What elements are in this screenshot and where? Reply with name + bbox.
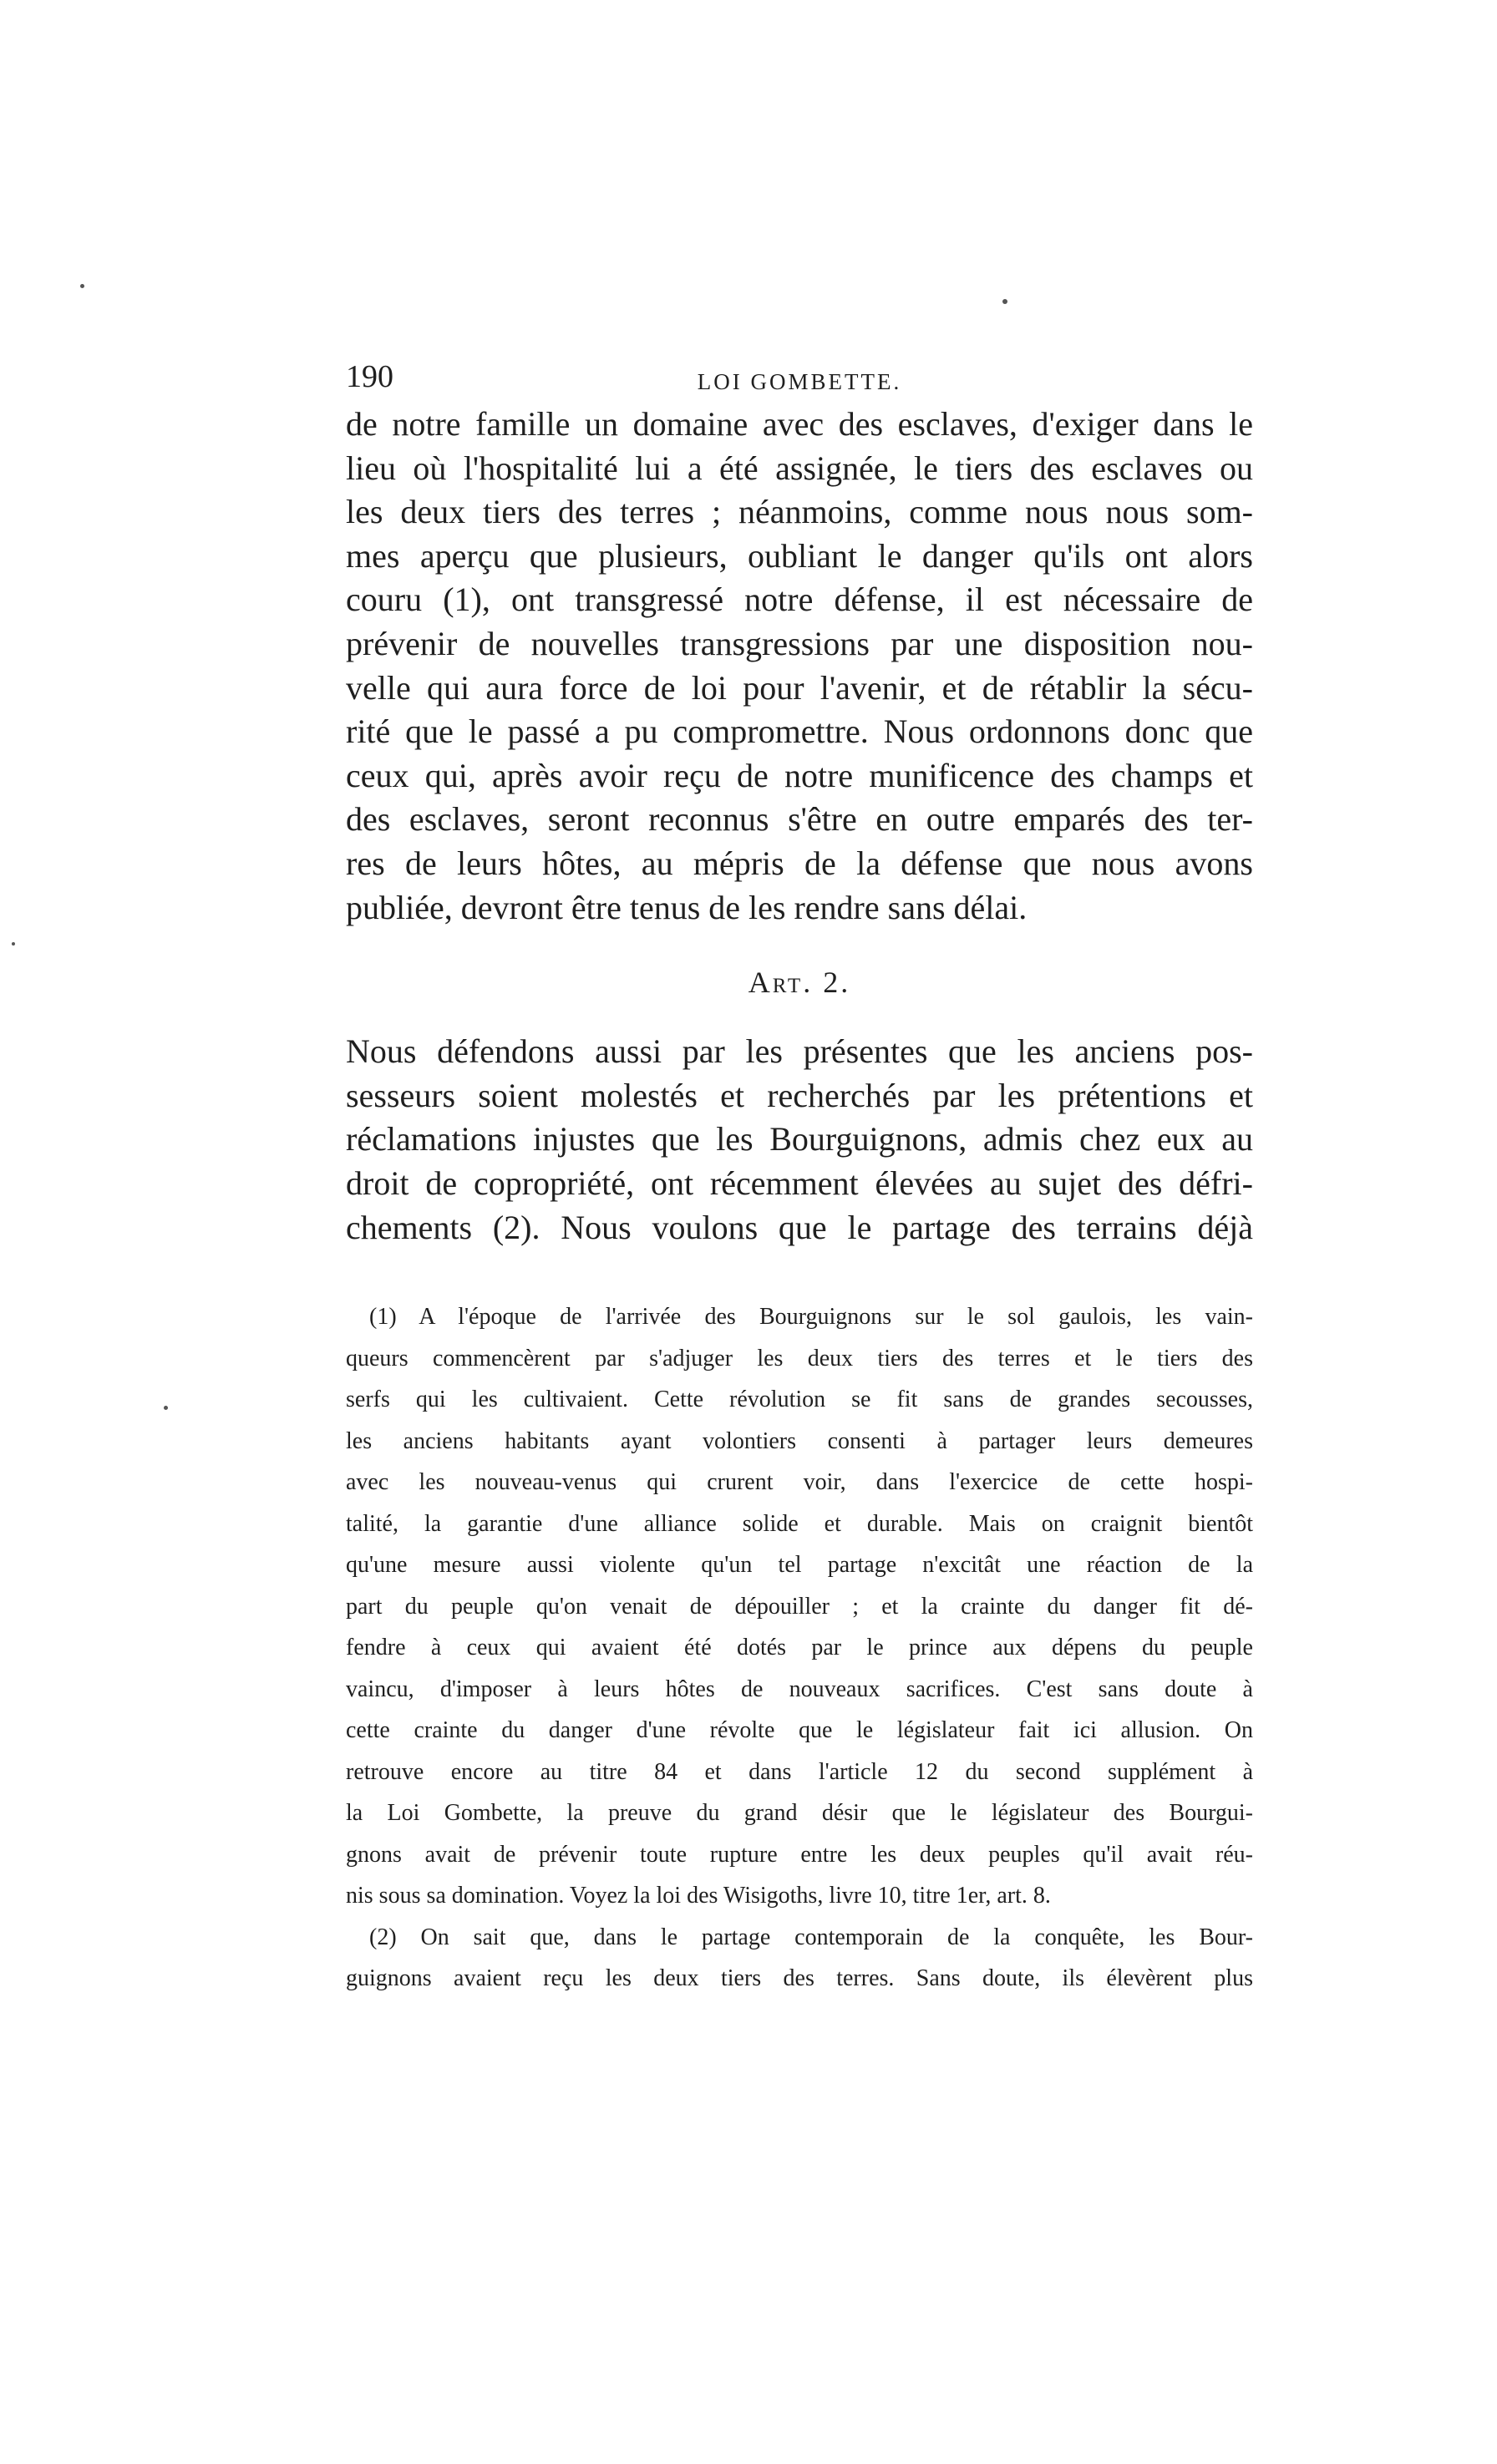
text-line: lieu où l'hospitalité lui a été assignée, le tiers des esclaves ou (346, 449, 1253, 487)
footnote-line: talité, la garantie d'une alliance solide et durable. Mais on craignit bientôt (346, 1510, 1253, 1537)
text-line: de notre famille un domaine avec des esclaves, d'exiger dans le (346, 405, 1253, 443)
footnote-line: la Loi Gombette, la preuve du grand désir que le législateur des Bourgui- (346, 1800, 1253, 1827)
scan-speck (12, 942, 15, 946)
book-page (346, 351, 1253, 2000)
footnote-line: les anciens habitants ayant volontiers consenti à partager leurs demeures (346, 1427, 1253, 1454)
footnote-line: guignons avaient reçu les deux tiers des terres. Sans doute, ils élevèrent plus (346, 1965, 1253, 1992)
footnote-line: nis sous sa domination. Voyez la loi des Wisigoths, livre 10, titre 1er, art. 8. (346, 1883, 1051, 1909)
text-line: réclamations injustes que les Bourguignons, admis chez eux au (346, 1120, 1253, 1158)
text-line: ceux qui, après avoir reçu de notre munificence des champs et (346, 756, 1253, 794)
footnote-line: serfs qui les cultivaient. Cette révolution se fit sans de grandes secousses, (346, 1387, 1253, 1413)
scan-speck (164, 1406, 168, 1410)
body-text (346, 403, 1253, 1250)
section-heading: Art. 2. (748, 966, 851, 1000)
footnote-line: cette crainte du danger d'une révolte que le législateur fait ici allusion. On (346, 1717, 1253, 1744)
scan-speck (1002, 299, 1007, 304)
text-line: Nous défendons aussi par les présentes que les anciens pos- (346, 1032, 1253, 1071)
text-line: sesseurs soient molestés et recherchés par les prétentions et (346, 1076, 1253, 1114)
footnote-line: fendre à ceux qui avaient été dotés par le prince aux dépens du peuple (346, 1635, 1253, 1661)
paragraph-1 (346, 403, 1253, 930)
footnote-line: retrouve encore au titre 84 et dans l'article 12 du second supplément à (346, 1758, 1253, 1785)
text-line: res de leurs hôtes, au mépris de la défense que nous avons (346, 844, 1253, 882)
scan-speck (80, 284, 84, 288)
text-line: velle qui aura force de loi pour l'avenir, et de rétablir la sécu- (346, 668, 1253, 707)
footnote-1 (346, 1296, 1253, 1917)
footnote-line: queurs commencèrent par s'adjuger les deux tiers des terres et le tiers des (346, 1345, 1253, 1371)
running-title: LOI GOMBETTE. (697, 369, 902, 394)
footnote-line: part du peuple qu'on venait de dépouiller ; et la crainte du danger fit dé- (346, 1593, 1253, 1620)
footnote-line: vaincu, d'imposer à leurs hôtes de nouveaux sacrifices. C'est sans doute à (346, 1676, 1253, 1702)
text-line: prévenir de nouvelles transgressions par une disposition nou- (346, 624, 1253, 662)
text-line: rité que le passé a pu compromettre. Nous ordonnons donc que (346, 712, 1253, 751)
text-line: les deux tiers des terres ; néanmoins, comme nous nous som- (346, 493, 1253, 531)
text-line: mes aperçu que plusieurs, oubliant le danger qu'ils ont alors (346, 536, 1253, 575)
text-line: chements (2). Nous voulons que le partage des terrains déjà (346, 1208, 1253, 1246)
paragraph-2 (346, 1030, 1253, 1250)
page-number: 190 (346, 359, 393, 394)
footnote-line: avec les nouveau-venus qui crurent voir, dans l'exercice de cette hospi- (346, 1469, 1253, 1496)
footnote-2 (346, 1917, 1253, 2000)
footnotes (346, 1296, 1253, 2000)
text-line: droit de copropriété, ont récemment élevées au sujet des défri- (346, 1164, 1253, 1202)
running-head (346, 351, 1253, 403)
footnote-line: gnons avait de prévenir toute rupture entre les deux peuples qu'il avait réu- (346, 1841, 1253, 1868)
footnote-line: qu'une mesure aussi violente qu'un tel partage n'excitât une réaction de la (346, 1552, 1253, 1579)
text-line: publiée, devront être tenus de les rendre sans délai. (346, 888, 1028, 926)
text-line: couru (1), ont transgressé notre défense, il est nécessaire de (346, 581, 1253, 619)
footnote-line: (1) A l'époque de l'arrivée des Bourguignons sur le sol gaulois, les vain- (369, 1304, 1253, 1331)
footnote-line: (2) On sait que, dans le partage contemporain de la conquête, les Bour- (369, 1924, 1253, 1950)
text-line: des esclaves, seront reconnus s'être en outre emparés des ter- (346, 800, 1253, 839)
